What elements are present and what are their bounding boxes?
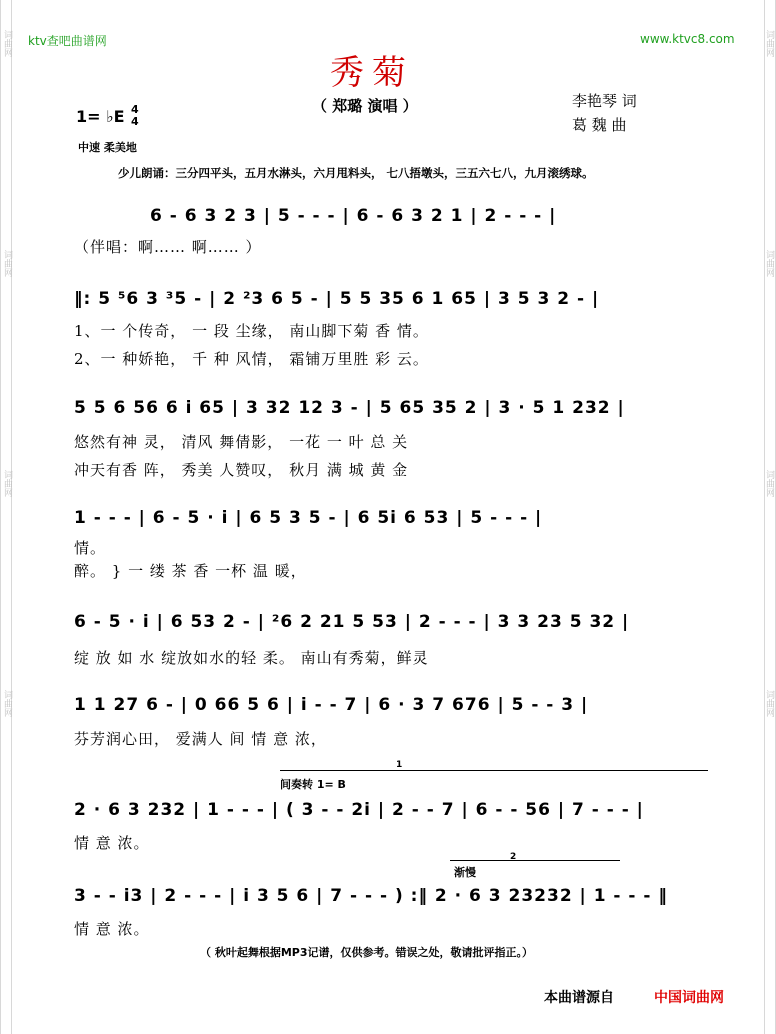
volta-1-number: 1: [396, 760, 403, 770]
song-title: 秀菊: [330, 53, 414, 93]
lyric-line: 醉。 } 一 缕 茶 香 一杯 温 暖，: [74, 562, 307, 580]
lyric-line: （伴唱：啊…… 啊…… ）: [74, 238, 262, 256]
score-line: 1 - - - | 6 - 5 · i | 6 5 3 5 - | 6 5i 6 53 | 5 - - - |: [74, 508, 543, 528]
watermark-right: 词曲网: [764, 250, 774, 277]
watermark-left: 词曲网: [2, 470, 12, 497]
score-line: 6 - 6 3 2 3 | 5 - - - | 6 - 6 3 2 1 | 2 - - - |: [150, 206, 557, 226]
lyric-line: 情 意 浓。: [74, 834, 150, 852]
watermark-left: 词曲网: [2, 690, 12, 717]
transcription-note: （ 秋叶起舞根据MP3记谱，仅供参考。错误之处，敬请批评指正。）: [200, 946, 533, 959]
volta-1-bracket: [280, 770, 708, 771]
lyric-line: 2、一 种娇艳， 千 种 风情， 霜铺万里胜 彩 云。: [74, 350, 429, 368]
key-signature: 1= ♭E: [76, 107, 125, 126]
watermark-right: 词曲网: [764, 30, 774, 57]
singer-credit: （ 郑璐 演唱 ）: [312, 97, 418, 115]
watermark-right: 词曲网: [764, 690, 774, 717]
interlude-key-change: 间奏转 1= B: [280, 778, 346, 791]
watermark-left: 词曲网: [2, 250, 12, 277]
site-name-left[interactable]: ktv查吧曲谱网: [28, 34, 107, 48]
ritardando-marking: 渐慢: [454, 866, 476, 879]
lyric-line: 情 意 浓。: [74, 920, 150, 938]
composer-credit: 葛 魏 曲: [572, 116, 627, 134]
lyric-line: 1、一 个传奇， 一 段 尘缘， 南山脚下菊 香 情。: [74, 322, 429, 340]
volta-2-bracket: [450, 860, 620, 861]
site-url-right[interactable]: www.ktvc8.com: [640, 32, 735, 46]
volta-2-number: 2: [510, 852, 517, 862]
meter-bottom: 4: [131, 115, 139, 128]
score-line: 3 - - i3 | 2 - - - | i 3 5 6 | 7 - - - ) :‖ 2 · 6 3 23232 | 1 - - - ‖: [74, 886, 668, 906]
score-line: ‖: 5 ⁵6 3 ³5 - | 2 ²3 6 5 - | 5 5 35 6 1 65 | 3 5 3 2 - |: [74, 289, 600, 309]
lyric-line: 芬芳润心田， 爱满人 间 情 意 浓，: [74, 730, 327, 748]
lyric-line: 冲天有香 阵， 秀美 人赞叹， 秋月 满 城 黄 金: [74, 461, 409, 479]
lyric-line: 悠然有神 灵， 清风 舞倩影， 一花 一 叶 总 关: [74, 433, 409, 451]
tempo-marking: 中速 柔美地: [78, 141, 137, 154]
source-label: 本曲谱源自: [544, 990, 614, 1006]
lyricist-credit: 李艳琴 词: [572, 92, 637, 110]
score-line: 5 5 6 56 6 i 65 | 3 32 12 3 - | 5 65 35 2 | 3 · 5 1 232 |: [74, 398, 625, 418]
right-border: [764, 0, 776, 1034]
watermark-right: 词曲网: [764, 470, 774, 497]
meter-top: 4: [131, 103, 139, 116]
watermark-left: 词曲网: [2, 30, 12, 57]
left-border: [0, 0, 12, 1034]
source-site-link[interactable]: 中国词曲网: [654, 990, 724, 1006]
lyric-line: 绽 放 如 水 绽放如水的轻 柔。 南山有秀菊，鲜灵: [74, 649, 429, 667]
score-line: 6 - 5 · i | 6 53 2 - | ²6 2 21 5 53 | 2 - - - | 3 3 23 5 32 |: [74, 612, 630, 632]
recitation-text: 少儿朗诵：三分四平头，五月水淋头，六月甩料头， 七八捂墩头，三五六七八，九月滚绣球。: [118, 166, 594, 180]
score-line: 2 · 6 3 232 | 1 - - - | ( 3 - - 2i | 2 - - 7 | 6 - - 56 | 7 - - - |: [74, 800, 644, 820]
score-line: 1 1 27 6 - | 0 66 5 6 | i - - 7 | 6 · 3 7 676 | 5 - - 3 |: [74, 695, 589, 715]
lyric-line: 情。: [74, 539, 107, 557]
time-signature: [131, 104, 139, 128]
